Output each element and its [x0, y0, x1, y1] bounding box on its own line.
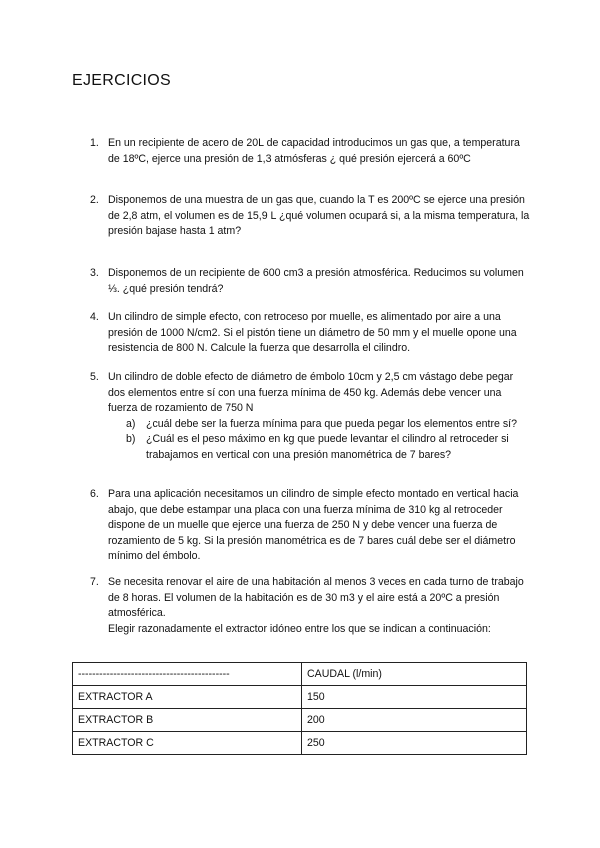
exercise-text-instruction: Elegir razonadamente el extractor idóneo entre los que se indican a continuación: [108, 622, 491, 635]
sub-question-text: ¿cuál debe ser la fuerza mínima para que pueda pegar los elementos entre sí? [146, 417, 517, 430]
table-cell-flow: 250 [302, 732, 527, 755]
exercise-6 [90, 487, 530, 565]
exercise-text: Un cilindro de doble efecto de diámetro de émbolo 10cm y 2,5 cm vástago debe pegar dos elementos entre sí con una fuerza mínima de 450 kg. Además debe vencer una fuerza de rozamiento de 750 N [108, 371, 514, 414]
table-cell-flow: 150 [302, 686, 527, 709]
sub-question-label: a) [126, 417, 136, 430]
exercise-2 [90, 193, 530, 240]
exercise-7 [90, 575, 530, 637]
exercise-text: Un cilindro de simple efecto, con retroceso por muelle, es alimentado por aire a una presión de 1000 N/cm2. Si el pistón tiene un diámetro de 50 mm y el muelle opone una resistencia de 800 N. Calcule la fuerza que desarrolla el cilindro. [108, 311, 517, 354]
exercise-3 [90, 266, 530, 297]
exercise-number: 1. [90, 137, 99, 149]
sub-question-a [126, 417, 530, 433]
table-row [73, 709, 527, 732]
exercise-number: 5. [90, 371, 99, 383]
sub-question-b [126, 432, 530, 463]
table-cell-extractor: EXTRACTOR A [73, 686, 302, 709]
table-row [73, 686, 527, 709]
table-cell-flow: 200 [302, 709, 527, 732]
exercise-number: 4. [90, 311, 99, 323]
exercise-text: Se necesita renovar el aire de una habitación al menos 3 veces en cada turno de trabajo de 8 horas. El volumen de la habitación es de 30 m3 y el aire está a 20ºC a presión atmosférica. [108, 576, 524, 619]
exercise-5 [90, 370, 530, 463]
exercise-number: 2. [90, 194, 99, 206]
table-header-row [73, 663, 527, 686]
table-cell-extractor: EXTRACTOR C [73, 732, 302, 755]
table-cell-extractor: EXTRACTOR B [73, 709, 302, 732]
exercise-text: En un recipiente de acero de 20L de capacidad introducimos un gas que, a temperatura de 18ºC, ejerce una presión de 1,3 atmósferas ¿ qué presión ejercerá a 60ºC [108, 137, 520, 165]
exercise-number: 7. [90, 576, 99, 588]
table-header-cell: CAUDAL (l/min) [302, 663, 527, 686]
exercise-text: Para una aplicación necesitamos un cilindro de simple efecto montado en vertical hacia abajo, que debe estampar una placa con una fuerza mínima de 310 kg al retroceder dispone de un muelle que ejerce una fuerza de 250 N y debe vencer una fuerza de rozamiento de 5 kg. Si la presión manométrica es de 7 bares cuál debe ser el diámetro mínimo del émbolo. [108, 488, 519, 562]
page-title: EJERCICIOS [72, 72, 172, 89]
sub-question-label: b) [126, 433, 136, 445]
table-row [73, 732, 527, 755]
exercise-number: 6. [90, 488, 99, 500]
exercise-4 [90, 310, 530, 357]
table-header-cell: ------------------------------------------- [73, 663, 302, 686]
exercise-text: Disponemos de un recipiente de 600 cm3 a presión atmosférica. Reducimos su volumen ⅓. ¿qué presión tendrá? [108, 267, 524, 295]
exercise-1 [90, 136, 530, 167]
exercise-number: 3. [90, 267, 99, 279]
sub-question-text: ¿Cuál es el peso máximo en kg que puede levantar el cilindro al retroceder si trabajamos en vertical con una presión manométrica de 7 bares? [146, 433, 509, 461]
extractor-table [72, 662, 527, 755]
exercise-text: Disponemos de una muestra de un gas que, cuando la T es 200ºC se ejerce una presión de 2,8 atm, el volumen es de 15,9 L ¿qué volumen ocupará si, a la misma temperatura, la presión bajase hasta 1 atm? [108, 194, 530, 237]
